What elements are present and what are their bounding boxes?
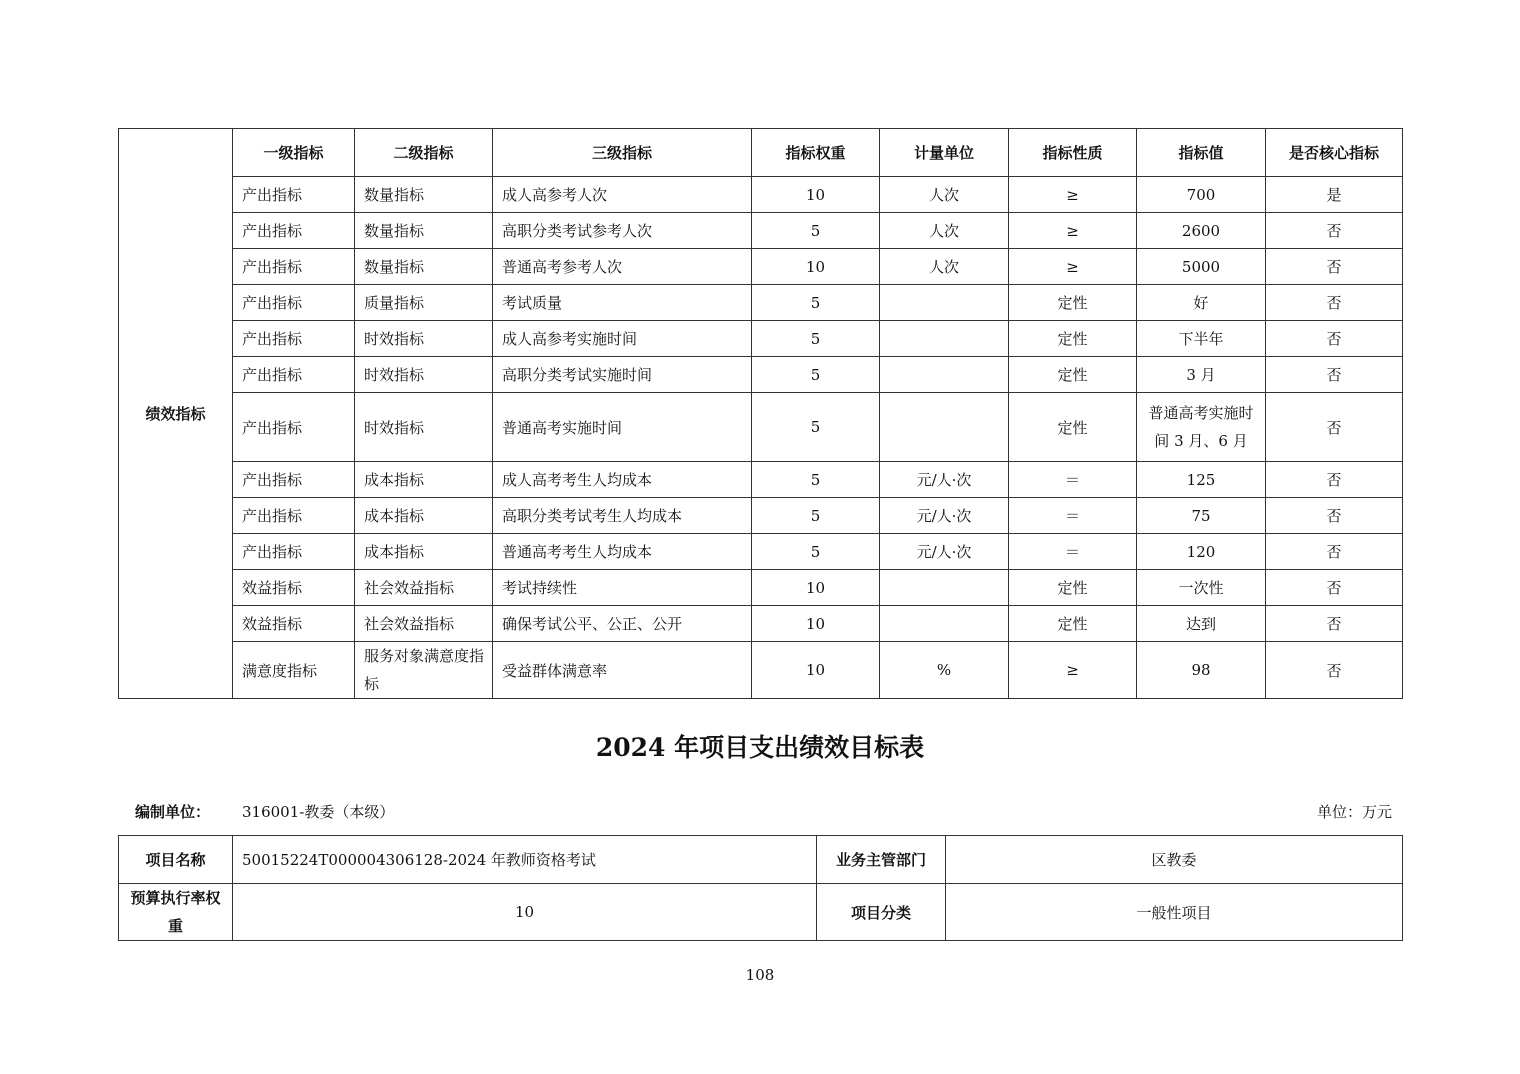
project-name-label: 项目名称 — [119, 836, 233, 884]
table-row — [119, 393, 1403, 462]
cell-core: 否 — [1266, 498, 1403, 534]
cell-level3: 高职分类考试参考人次 — [493, 213, 752, 249]
table-row — [119, 213, 1403, 249]
cell-unit — [880, 321, 1009, 357]
cell-core: 否 — [1266, 534, 1403, 570]
header-level1: 一级指标 — [233, 129, 355, 177]
cell-core: 否 — [1266, 462, 1403, 498]
cell-level2: 社会效益指标 — [355, 570, 493, 606]
cell-value: 700 — [1137, 177, 1266, 213]
cell-nature: ＝ — [1009, 534, 1137, 570]
performance-indicator-table — [118, 128, 1403, 699]
page-number: 108 — [745, 966, 775, 984]
table-row — [119, 285, 1403, 321]
cell-weight: 5 — [752, 498, 880, 534]
cell-level3: 普通高考参考人次 — [493, 249, 752, 285]
project-name-value: 50015224T000004306128-2024 年教师资格考试 — [233, 836, 817, 884]
cell-level3: 受益群体满意率 — [493, 642, 752, 699]
header-weight: 指标权重 — [752, 129, 880, 177]
cell-unit: 人次 — [880, 249, 1009, 285]
cell-level2: 社会效益指标 — [355, 606, 493, 642]
cell-value: 125 — [1137, 462, 1266, 498]
cell-level1: 产出指标 — [233, 285, 355, 321]
cell-value: 120 — [1137, 534, 1266, 570]
project-row-1 — [119, 836, 1403, 884]
dept-label: 业务主管部门 — [817, 836, 946, 884]
cell-level3: 普通高考实施时间 — [493, 393, 752, 462]
cell-core: 否 — [1266, 321, 1403, 357]
cell-core: 否 — [1266, 285, 1403, 321]
cell-level3: 高职分类考试实施时间 — [493, 357, 752, 393]
table-row — [119, 534, 1403, 570]
rate-value: 10 — [233, 884, 817, 941]
header-unit: 计量单位 — [880, 129, 1009, 177]
cell-unit — [880, 606, 1009, 642]
cell-level1: 产出指标 — [233, 249, 355, 285]
cell-weight: 10 — [752, 606, 880, 642]
cell-level2: 服务对象满意度指标 — [355, 642, 493, 699]
cell-level1: 产出指标 — [233, 462, 355, 498]
table-row — [119, 249, 1403, 285]
cell-level3: 普通高考考生人均成本 — [493, 534, 752, 570]
cell-level1: 产出指标 — [233, 393, 355, 462]
cell-nature: ≥ — [1009, 177, 1137, 213]
cell-level1: 效益指标 — [233, 570, 355, 606]
cell-level2: 时效指标 — [355, 357, 493, 393]
table-row — [119, 177, 1403, 213]
cell-unit: % — [880, 642, 1009, 699]
cell-value: 达到 — [1137, 606, 1266, 642]
cell-level2: 成本指标 — [355, 462, 493, 498]
cell-level2: 数量指标 — [355, 177, 493, 213]
cell-level3: 确保考试公平、公正、公开 — [493, 606, 752, 642]
cell-nature: 定性 — [1009, 606, 1137, 642]
cell-weight: 5 — [752, 321, 880, 357]
header-nature: 指标性质 — [1009, 129, 1137, 177]
table-header-row — [119, 129, 1403, 177]
cell-level3: 高职分类考试考生人均成本 — [493, 498, 752, 534]
cell-level1: 产出指标 — [233, 498, 355, 534]
cell-nature: ≥ — [1009, 213, 1137, 249]
cell-unit — [880, 393, 1009, 462]
cell-nature: 定性 — [1009, 393, 1137, 462]
document-title: 2024 年项目支出绩效目标表 — [595, 733, 925, 762]
table-row — [119, 462, 1403, 498]
cell-level3: 成人高参考实施时间 — [493, 321, 752, 357]
header-level3: 三级指标 — [493, 129, 752, 177]
cell-weight: 5 — [752, 285, 880, 321]
cell-weight: 5 — [752, 213, 880, 249]
section-label-cell: 绩效指标 — [119, 129, 233, 699]
cell-level3: 考试质量 — [493, 285, 752, 321]
cell-core: 否 — [1266, 213, 1403, 249]
cell-weight: 5 — [752, 393, 880, 462]
cell-weight: 5 — [752, 534, 880, 570]
performance-table-body — [119, 129, 1403, 699]
cell-level2: 数量指标 — [355, 213, 493, 249]
cell-unit: 元/人·次 — [880, 498, 1009, 534]
cell-core: 否 — [1266, 249, 1403, 285]
cell-level3: 成人高参考人次 — [493, 177, 752, 213]
cell-level1: 产出指标 — [233, 321, 355, 357]
cell-value: 好 — [1137, 285, 1266, 321]
cell-unit — [880, 285, 1009, 321]
project-row-2 — [119, 884, 1403, 941]
cell-level1: 产出指标 — [233, 213, 355, 249]
table-row — [119, 642, 1403, 699]
cell-core: 是 — [1266, 177, 1403, 213]
cell-level2: 质量指标 — [355, 285, 493, 321]
project-info-table — [118, 835, 1403, 941]
org-value: 316001-教委（本级） — [242, 803, 395, 821]
cell-value: 75 — [1137, 498, 1266, 534]
cell-level1: 产出指标 — [233, 177, 355, 213]
cell-nature: 定性 — [1009, 570, 1137, 606]
table-row — [119, 570, 1403, 606]
cell-core: 否 — [1266, 393, 1403, 462]
table-row — [119, 606, 1403, 642]
cell-weight: 5 — [752, 462, 880, 498]
org-label: 编制单位： — [135, 803, 211, 821]
currency-unit: 单位：万元 — [1316, 803, 1392, 821]
cell-unit: 元/人·次 — [880, 534, 1009, 570]
cell-weight: 10 — [752, 177, 880, 213]
cell-core: 否 — [1266, 357, 1403, 393]
cell-weight: 5 — [752, 357, 880, 393]
cell-nature: 定性 — [1009, 357, 1137, 393]
cell-value: 下半年 — [1137, 321, 1266, 357]
cell-nature: ≥ — [1009, 642, 1137, 699]
cell-nature: 定性 — [1009, 285, 1137, 321]
cell-level1: 产出指标 — [233, 534, 355, 570]
table-row — [119, 357, 1403, 393]
cell-unit — [880, 570, 1009, 606]
table-row — [119, 498, 1403, 534]
cell-level3: 考试持续性 — [493, 570, 752, 606]
category-value: 一般性项目 — [946, 884, 1403, 941]
cell-level3: 成人高考考生人均成本 — [493, 462, 752, 498]
header-core: 是否核心指标 — [1266, 129, 1403, 177]
cell-level1: 效益指标 — [233, 606, 355, 642]
cell-level2: 时效指标 — [355, 321, 493, 357]
cell-nature: ＝ — [1009, 462, 1137, 498]
cell-core: 否 — [1266, 570, 1403, 606]
dept-value: 区教委 — [946, 836, 1403, 884]
cell-value: 2600 — [1137, 213, 1266, 249]
cell-unit: 人次 — [880, 213, 1009, 249]
cell-level2: 时效指标 — [355, 393, 493, 462]
cell-level1: 产出指标 — [233, 357, 355, 393]
cell-nature: ＝ — [1009, 498, 1137, 534]
cell-level2: 成本指标 — [355, 498, 493, 534]
rate-label: 预算执行率权重 — [119, 884, 233, 941]
table-row — [119, 321, 1403, 357]
cell-nature: ≥ — [1009, 249, 1137, 285]
cell-value: 5000 — [1137, 249, 1266, 285]
header-value: 指标值 — [1137, 129, 1266, 177]
cell-level2: 成本指标 — [355, 534, 493, 570]
cell-value: 3 月 — [1137, 357, 1266, 393]
cell-weight: 10 — [752, 642, 880, 699]
cell-unit: 人次 — [880, 177, 1009, 213]
cell-value: 一次性 — [1137, 570, 1266, 606]
cell-weight: 10 — [752, 570, 880, 606]
cell-value: 普通高考实施时间 3 月、6 月 — [1137, 393, 1266, 462]
cell-value: 98 — [1137, 642, 1266, 699]
cell-level2: 数量指标 — [355, 249, 493, 285]
cell-core: 否 — [1266, 606, 1403, 642]
cell-level1: 满意度指标 — [233, 642, 355, 699]
cell-weight: 10 — [752, 249, 880, 285]
cell-nature: 定性 — [1009, 321, 1137, 357]
category-label: 项目分类 — [817, 884, 946, 941]
cell-unit: 元/人·次 — [880, 462, 1009, 498]
cell-unit — [880, 357, 1009, 393]
cell-core: 否 — [1266, 642, 1403, 699]
header-level2: 二级指标 — [355, 129, 493, 177]
unit-row — [135, 801, 1392, 825]
